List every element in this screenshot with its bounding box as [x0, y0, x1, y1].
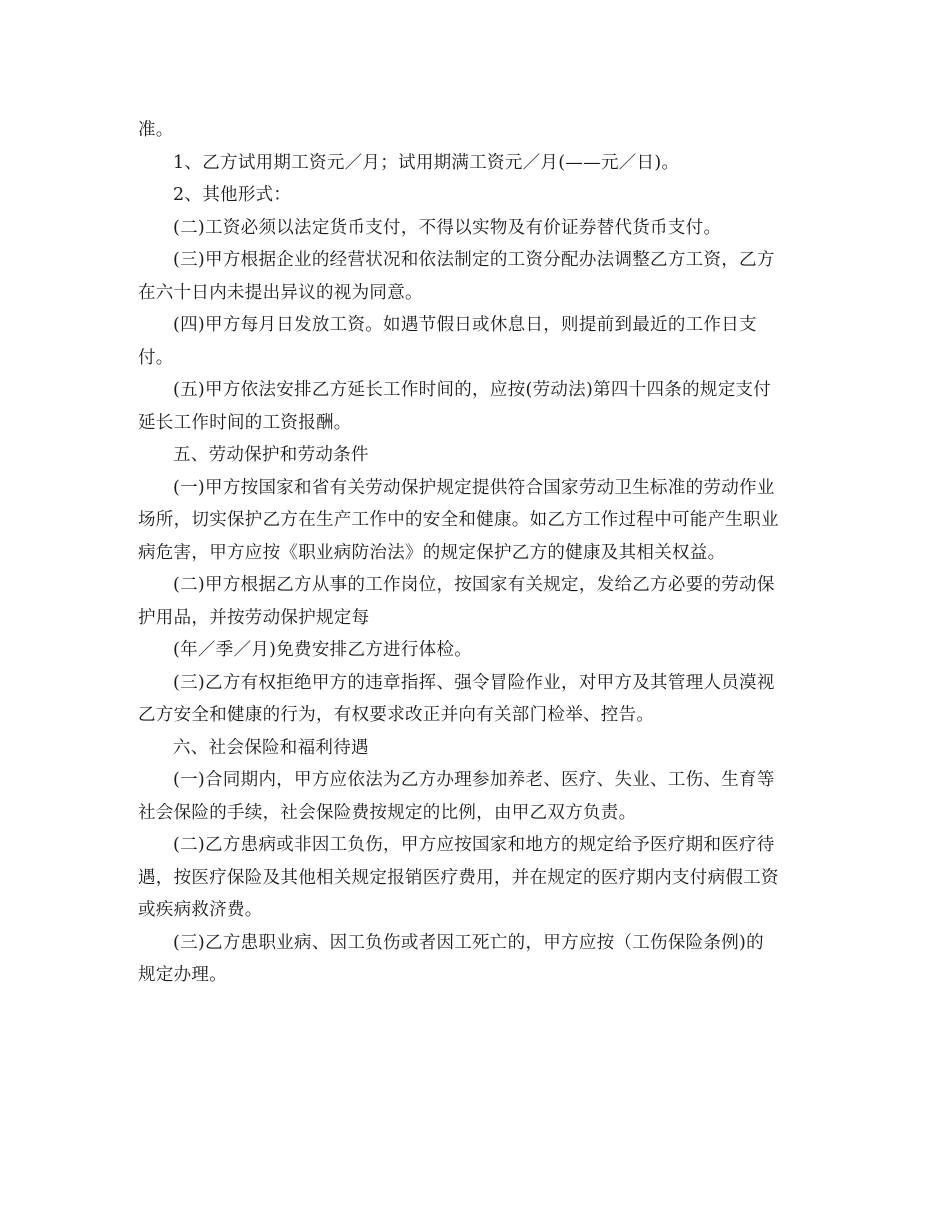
- text-line: (三)甲方根据企业的经营状况和依法制定的工资分配办法调整乙方工资，乙方: [173, 250, 775, 270]
- text-line: 或疾病救济费。: [138, 900, 263, 920]
- text-line: 付。: [138, 347, 174, 368]
- text-line: (二)工资必须以法定货币支付，不得以实物及有价证券替代货币支付。: [173, 217, 722, 238]
- text-line: (一)甲方按国家和省有关劳动保护规定提供符合国家劳动卫生标准的劳动作业: [173, 477, 775, 498]
- text-line: 乙方安全和健康的行为，有权要求改正并向有关部门检举、控告。: [138, 705, 655, 725]
- text-line: (五)甲方依法安排乙方延长工作时间的，应按(劳动法)第四十四条的规定支付: [173, 380, 772, 400]
- text-line: (年／季／月)免费安排乙方进行体检。: [173, 640, 473, 660]
- text-line: 在六十日内未提出异议的视为同意。: [138, 282, 423, 303]
- text-line: (四)甲方每月日发放工资。如遇节假日或休息日，则提前到最近的工作日支: [173, 315, 757, 335]
- text-line: 准。: [138, 120, 174, 140]
- text-line: (三)乙方患职业病、因工负伤或者因工死亡的，甲方应按（工伤保险条例)的: [173, 932, 764, 953]
- text-line: 规定办理。: [138, 965, 227, 985]
- text-line: 社会保险的手续，社会保险费按规定的比例，由甲乙双方负责。: [138, 802, 637, 823]
- text-line: 护用品，并按劳动保护规定每: [138, 607, 370, 628]
- section-heading: 六、社会保险和福利待遇: [173, 737, 369, 758]
- text-line: 2、其他形式：: [173, 185, 292, 205]
- text-line: (三)乙方有权拒绝甲方的违章指挥、强令冒险作业，对甲方及其管理人员漠视: [173, 672, 775, 693]
- text-line: (二)乙方患病或非因工负伤，甲方应按国家和地方的规定给予医疗期和医疗待: [173, 835, 775, 855]
- text-line: 病危害，甲方应按《职业病防治法》的规定保护乙方的健康及其相关权益。: [138, 542, 726, 563]
- document-body: [138, 114, 814, 992]
- text-line: 遇，按医疗保险及其他相关规定报销医疗费用，并在规定的医疗期内支付病假工资: [138, 867, 779, 888]
- text-line: 1、乙方试用期工资元／月；试用期满工资元／月(——元／日)。: [173, 152, 680, 173]
- text-line: 延长工作时间的工资报酬。: [138, 412, 352, 433]
- text-line: 场所，切实保护乙方在生产工作中的安全和健康。如乙方工作过程中可能产生职业: [138, 510, 779, 530]
- section-heading: 五、劳动保护和劳动条件: [173, 445, 369, 465]
- text-line: (二)甲方根据乙方从事的工作岗位，按国家有关规定，发给乙方必要的劳动保: [173, 575, 775, 595]
- text-line: (一)合同期内，甲方应依法为乙方办理参加养老、医疗、失业、工伤、生育等: [173, 770, 775, 790]
